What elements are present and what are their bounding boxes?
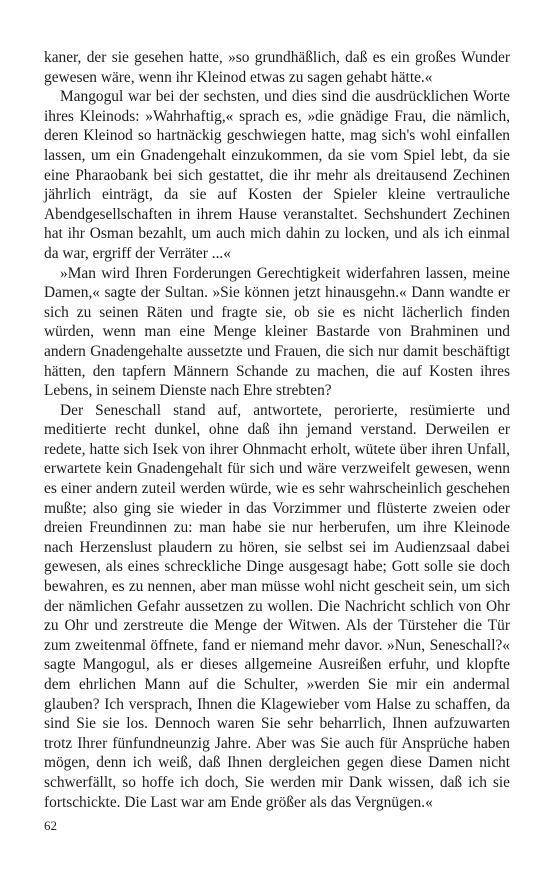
- body-text: [44, 48, 510, 812]
- page-number: 62: [44, 818, 57, 833]
- paragraph: »Man wird Ihren Forderungen Gerechtigkeit widerfahren lassen, meine Damen,« sagte der Sultan. »Sie können jetzt hinausgehn.« Dann wandte er sich zu seinen Räten und fragte sie, ob sie es nicht lächerlich finden würden, wenn man eine Menge kleiner Bastarde von Brahminen und andern Gnadengehalte aussetzte und Frauen, die sich nur damit beschäftigt hätten, den tapfern Männern Schande zu machen, die auf Kosten ihres Lebens, in seinem Dienste nach Ehre strebten?: [44, 264, 510, 400]
- paragraph: Mangogul war bei der sechsten, und dies sind die ausdrücklichen Worte ihres Kleinods: »Wahrhaftig,« sprach es, »die gnädige Frau, die nämlich, deren Kleinod so hartnäckig geschwiegen hatte, mag sich's wohl einfallen lassen, um ein Gnadengehalt einzukommen, da sie vom Spiel lebt, da sie eine Pharaobank bei sich gestattet, die ihr mehr als dreitausend Zechinen jährlich einträgt, da sie auf Kosten der Spieler kleine vertrauliche Abendgesellschaften in ihrem Hause veranstaltet. Sechshundert Zechinen hat ihr Osman bezahlt, um auch mich dahin zu locken, und als ich einmal da war, ergriff der Verräter ...«: [44, 88, 510, 262]
- paragraph-continued: kaner, der sie gesehen hatte, »so grundhäßlich, daß es ein großes Wunder gewesen wäre, wenn ihr Kleinod etwas zu sagen gehabt hätte.«: [44, 49, 510, 86]
- paragraph: Der Seneschall stand auf, antwortete, perorierte, resümierte und meditierte recht dunkel, ohne daß ihn jemand verstand. Derweilen er redete, hatte sich Isek von ihrer Ohnmacht erholt, wütete über ihren Unfall, erwartete kein Gnadengehalt für sich und wäre verzweifelt gewesen, wenn es einer andern zuteil werden würde, wie es sehr wahrscheinlich geschehen mußte; also ging sie wieder in das Vorzimmer und flüsterte zweien oder dreien Freundinnen zu: man habe sie nur herberufen, um ihre Kleinode nach Herzenslust plaudern zu hören, sie selbst sei im Audienzsaal dabei gewesen, als eines schreckliche Dinge ausgesagt habe; Gott solle sie doch bewahren, es zu nennen, aber man müsse wohl nicht gescheit sein, um sich der nämlichen Gefahr aussetzen zu wollen. Die Nachricht schlich von Ohr zu Ohr und zerstreute die Menge der Witwen. Als der Türsteher die Tür zum zweitenmal öffnete, fand er niemand mehr davor. »Nun, Seneschall?« sagte Mangogul, als er dieses allgemeine Ausreißen erfuhr, und klopfte dem ehrlichen Mann auf die Schulter, »werden Sie mir ein andermal glauben? Ich versprach, Ihnen die Klagewieber vom Halse zu schaffen, da sind Sie sie los. Dennoch waren Sie sehr beharrlich, Ihnen aufzuwarten trotz Ihrer fünfundneunzig Jahre. Aber was Sie auch für Ansprüche haben mögen, denn ich weiß, daß Ihnen dergleichen gegen diese Damen nicht schwerfällt, so hoffe ich doch, Sie werden mir Dank wissen, daß ich sie fortschickte. Die Last war am Ende größer als das Vergnügen.«: [44, 401, 510, 811]
